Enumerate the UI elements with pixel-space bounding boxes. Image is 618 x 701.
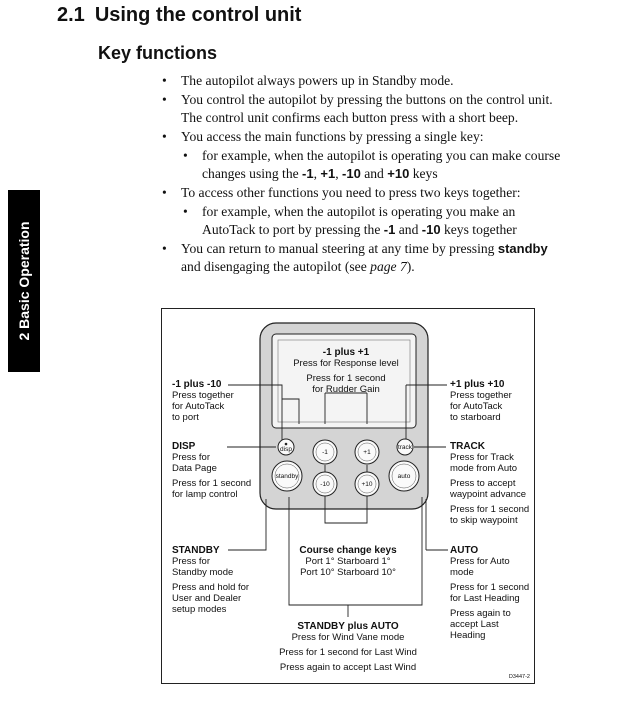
- auto-label: AUTO Press for Auto mode Press for 1 second for Last Heading Press again to accept Last Heading: [450, 545, 530, 641]
- bullet-text: The autopilot always powers up in Standby mode.: [181, 73, 454, 88]
- subsection-title: Key functions: [98, 43, 218, 63]
- section-title-text: Using the control unit: [94, 4, 302, 26]
- list-sub-item: [160, 203, 570, 239]
- bullet-text: and: [395, 222, 422, 237]
- chapter-side-tab-label: 2 Basic Operation: [16, 221, 32, 341]
- list-item: [160, 91, 570, 127]
- key-minus10: -10: [421, 222, 441, 237]
- bullet-text: You access the main functions by pressing a single key:: [181, 129, 484, 144]
- section-number: 2.1: [57, 4, 85, 26]
- bullet-text: and: [360, 166, 388, 181]
- response-gain-label: -1 plus +1 Press for Response level Press for 1 second for Rudder Gain: [293, 347, 399, 395]
- key-plus10: +10: [387, 166, 410, 181]
- bullet-text: To access other functions you need to press two keys together:: [181, 185, 521, 200]
- plus10-key-label: +10: [361, 481, 373, 488]
- auto-key-label: auto: [397, 473, 411, 480]
- bullet-text: for example, when the autopilot is operating you can make course changes using the: [202, 148, 561, 181]
- bullet-text: for example, when the autopilot is operating you make an AutoTack to port by pressing the: [202, 204, 516, 237]
- autotack-starboard-label: +1 plus +10 Press together for AutoTack to starboard: [450, 379, 512, 423]
- bullet-text: and disengaging the autopilot (see: [181, 259, 371, 274]
- key-standby: standby: [497, 241, 548, 256]
- disp-key-label: disp: [280, 446, 292, 453]
- section-title: [57, 4, 301, 27]
- page-reference: page 7: [370, 259, 407, 274]
- list-item: [160, 184, 570, 202]
- track-label: TRACK Press for Track mode from Auto Press to accept waypoint advance Press for 1 second to skip waypoint: [450, 441, 530, 526]
- list-item: [160, 72, 570, 90]
- minus1-key-label: -1: [322, 449, 328, 456]
- control-unit-diagram: [161, 308, 535, 684]
- list-sub-item: • for example, when the autopilot is operating you can make course changes using the -1, +1, -10 and +10 keys: [160, 147, 570, 183]
- standby-plus-auto-label: STANDBY plus AUTO Press for Wind Vane mode Press for 1 second for Last Wind Press again to accept Last Wind: [279, 621, 417, 673]
- bullet-text: ).: [406, 259, 415, 274]
- course-change-label: Course change keys Port 1° Starboard 1° Port 10° Starboard 10°: [299, 545, 397, 578]
- disp-label: DISP Press for Data Page Press for 1 second for lamp control: [172, 441, 252, 500]
- bullet-text: You control the autopilot by pressing the buttons on the control unit. The control unit confirms each button press with a short beep.: [181, 92, 553, 125]
- bullet-text: You can return to manual steering at any time by pressing: [181, 241, 498, 256]
- minus10-key-label: -10: [320, 481, 330, 488]
- figure-reference: D3447-2: [508, 674, 530, 680]
- list-item: [160, 240, 570, 276]
- key-functions-list: [160, 72, 570, 277]
- standby-key-label: standby: [275, 473, 299, 480]
- list-item: [160, 128, 570, 146]
- standby-label: STANDBY Press for Standby mode Press and hold for User and Dealer setup modes: [172, 545, 250, 615]
- bullet-text: keys together: [440, 222, 517, 237]
- bullet-text: keys: [409, 166, 438, 181]
- chapter-side-tab: [8, 190, 40, 372]
- key-plus1: +1: [320, 166, 336, 181]
- plus1-key-label: +1: [363, 449, 371, 456]
- key-minus10: -10: [342, 166, 361, 181]
- lamp-icon: [285, 443, 288, 446]
- key-minus1: -1: [383, 222, 396, 237]
- autotack-port-label: -1 plus -10 Press together for AutoTack to port: [172, 379, 234, 423]
- track-key-label: track: [397, 444, 413, 451]
- key-minus1: -1: [302, 166, 314, 181]
